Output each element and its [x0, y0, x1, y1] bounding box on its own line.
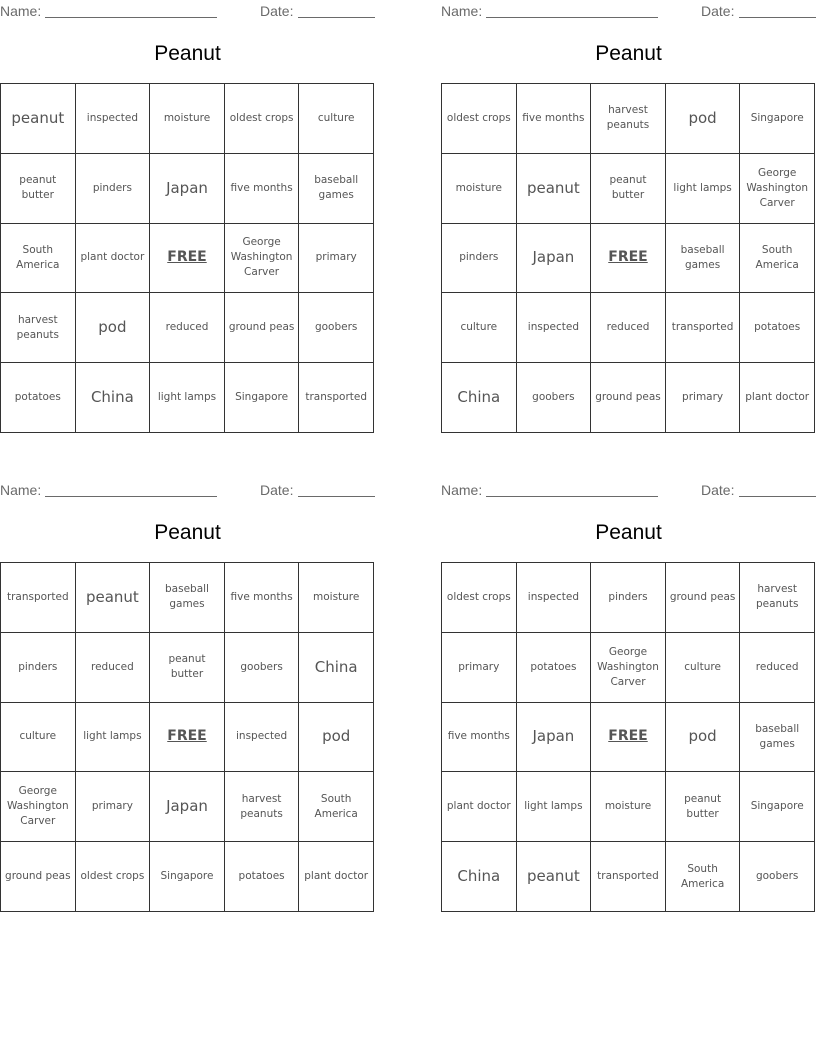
- bingo-cell: five months: [442, 703, 517, 773]
- bingo-cell: Japan: [517, 703, 592, 773]
- bingo-cell: ground peas: [666, 563, 741, 633]
- bingo-cell: transported: [1, 563, 76, 633]
- bingo-cell: moisture: [591, 772, 666, 842]
- bingo-cell: George Washington Carver: [1, 772, 76, 842]
- bingo-cell: five months: [225, 154, 300, 224]
- bingo-cell: China: [442, 363, 517, 433]
- bingo-cell: pinders: [591, 563, 666, 633]
- bingo-cell: light lamps: [76, 703, 151, 773]
- bingo-cell: Singapore: [740, 84, 815, 154]
- bingo-cell: baseball games: [666, 224, 741, 294]
- free-space-cell: FREE: [591, 224, 666, 294]
- bingo-cell: Japan: [517, 224, 592, 294]
- bingo-cell: peanut butter: [591, 154, 666, 224]
- bingo-cell: inspected: [76, 84, 151, 154]
- card-title: Peanut: [595, 521, 662, 544]
- bingo-cell: moisture: [299, 563, 374, 633]
- card-header: [441, 482, 816, 498]
- bingo-cell: peanut butter: [666, 772, 741, 842]
- bingo-cell: primary: [666, 363, 741, 433]
- name-blank-line: [486, 3, 658, 18]
- bingo-cell: potatoes: [517, 633, 592, 703]
- bingo-cell: ground peas: [225, 293, 300, 363]
- bingo-cell: baseball games: [740, 703, 815, 773]
- date-blank-line: [298, 3, 375, 18]
- bingo-cell: goobers: [225, 633, 300, 703]
- date-label: Date:: [260, 3, 294, 19]
- bingo-cell: culture: [666, 633, 741, 703]
- bingo-cell: peanut: [76, 563, 151, 633]
- bingo-grid: [441, 562, 815, 912]
- bingo-cell: potatoes: [225, 842, 300, 912]
- bingo-cell: primary: [442, 633, 517, 703]
- bingo-cell: plant doctor: [76, 224, 151, 294]
- bingo-cell: ground peas: [591, 363, 666, 433]
- bingo-cell: oldest crops: [225, 84, 300, 154]
- bingo-cell: baseball games: [150, 563, 225, 633]
- bingo-cell: reduced: [150, 293, 225, 363]
- bingo-cell: light lamps: [517, 772, 592, 842]
- free-space-cell: FREE: [150, 703, 225, 773]
- date-label: Date:: [260, 482, 294, 498]
- bingo-cell: China: [299, 633, 374, 703]
- name-label: Name:: [441, 3, 483, 19]
- bingo-cell: George Washington Carver: [591, 633, 666, 703]
- bingo-cell: five months: [517, 84, 592, 154]
- bingo-cell: transported: [591, 842, 666, 912]
- card-title: Peanut: [154, 42, 221, 65]
- card-title: Peanut: [154, 521, 221, 544]
- bingo-cell: goobers: [517, 363, 592, 433]
- card-header: [0, 482, 375, 498]
- free-space-cell: FREE: [591, 703, 666, 773]
- bingo-cell: pinders: [1, 633, 76, 703]
- bingo-cell: George Washington Carver: [225, 224, 300, 294]
- bingo-cell: goobers: [740, 842, 815, 912]
- bingo-cell: harvest peanuts: [1, 293, 76, 363]
- bingo-cell: South America: [1, 224, 76, 294]
- bingo-cell: peanut butter: [1, 154, 76, 224]
- bingo-cell: primary: [76, 772, 151, 842]
- bingo-cell: Singapore: [150, 842, 225, 912]
- date-blank-line: [739, 482, 816, 497]
- card-header: [441, 3, 816, 19]
- bingo-cell: pod: [666, 84, 741, 154]
- bingo-cell: South America: [299, 772, 374, 842]
- bingo-cell: peanut: [517, 842, 592, 912]
- bingo-card: [0, 479, 375, 919]
- bingo-cell: reduced: [591, 293, 666, 363]
- bingo-cell: China: [76, 363, 151, 433]
- bingo-cell: pod: [666, 703, 741, 773]
- bingo-cell: goobers: [299, 293, 374, 363]
- bingo-cell: plant doctor: [442, 772, 517, 842]
- free-space-cell: FREE: [150, 224, 225, 294]
- bingo-cell: pinders: [442, 224, 517, 294]
- bingo-cell: inspected: [517, 293, 592, 363]
- name-label: Name:: [0, 482, 42, 498]
- bingo-cell: plant doctor: [740, 363, 815, 433]
- name-label: Name:: [0, 3, 42, 19]
- bingo-cell: potatoes: [740, 293, 815, 363]
- date-label: Date:: [701, 482, 735, 498]
- bingo-cell: George Washington Carver: [740, 154, 815, 224]
- bingo-cell: South America: [666, 842, 741, 912]
- bingo-cell: baseball games: [299, 154, 374, 224]
- bingo-cell: five months: [225, 563, 300, 633]
- bingo-grid: [441, 83, 815, 433]
- name-blank-line: [45, 3, 217, 18]
- bingo-cell: harvest peanuts: [591, 84, 666, 154]
- bingo-cell: pod: [76, 293, 151, 363]
- card-title: Peanut: [595, 42, 662, 65]
- bingo-cell: culture: [1, 703, 76, 773]
- bingo-cell: harvest peanuts: [225, 772, 300, 842]
- bingo-cell: moisture: [150, 84, 225, 154]
- bingo-cell: Japan: [150, 772, 225, 842]
- bingo-cell: transported: [666, 293, 741, 363]
- name-blank-line: [45, 482, 217, 497]
- bingo-cell: reduced: [76, 633, 151, 703]
- bingo-cell: pinders: [76, 154, 151, 224]
- date-blank-line: [739, 3, 816, 18]
- bingo-cell: light lamps: [666, 154, 741, 224]
- bingo-cell: plant doctor: [299, 842, 374, 912]
- bingo-cell: Singapore: [225, 363, 300, 433]
- bingo-cell: harvest peanuts: [740, 563, 815, 633]
- bingo-cell: peanut butter: [150, 633, 225, 703]
- bingo-cell: light lamps: [150, 363, 225, 433]
- bingo-cell: culture: [299, 84, 374, 154]
- bingo-cell: inspected: [225, 703, 300, 773]
- bingo-cell: Singapore: [740, 772, 815, 842]
- bingo-cell: Japan: [150, 154, 225, 224]
- bingo-cell: oldest crops: [442, 563, 517, 633]
- bingo-cell: oldest crops: [442, 84, 517, 154]
- bingo-cell: inspected: [517, 563, 592, 633]
- date-label: Date:: [701, 3, 735, 19]
- name-blank-line: [486, 482, 658, 497]
- bingo-cell: transported: [299, 363, 374, 433]
- bingo-card: [441, 0, 816, 440]
- bingo-cell: culture: [442, 293, 517, 363]
- date-blank-line: [298, 482, 375, 497]
- bingo-cell: China: [442, 842, 517, 912]
- bingo-cell: peanut: [1, 84, 76, 154]
- name-label: Name:: [441, 482, 483, 498]
- bingo-cell: South America: [740, 224, 815, 294]
- bingo-card: [441, 479, 816, 919]
- bingo-cell: pod: [299, 703, 374, 773]
- bingo-cell: primary: [299, 224, 374, 294]
- bingo-cell: reduced: [740, 633, 815, 703]
- bingo-cell: moisture: [442, 154, 517, 224]
- bingo-grid: [0, 83, 374, 433]
- bingo-cell: peanut: [517, 154, 592, 224]
- bingo-grid: [0, 562, 374, 912]
- bingo-card: [0, 0, 375, 440]
- bingo-cell: potatoes: [1, 363, 76, 433]
- card-header: [0, 3, 375, 19]
- bingo-cell: oldest crops: [76, 842, 151, 912]
- bingo-cell: ground peas: [1, 842, 76, 912]
